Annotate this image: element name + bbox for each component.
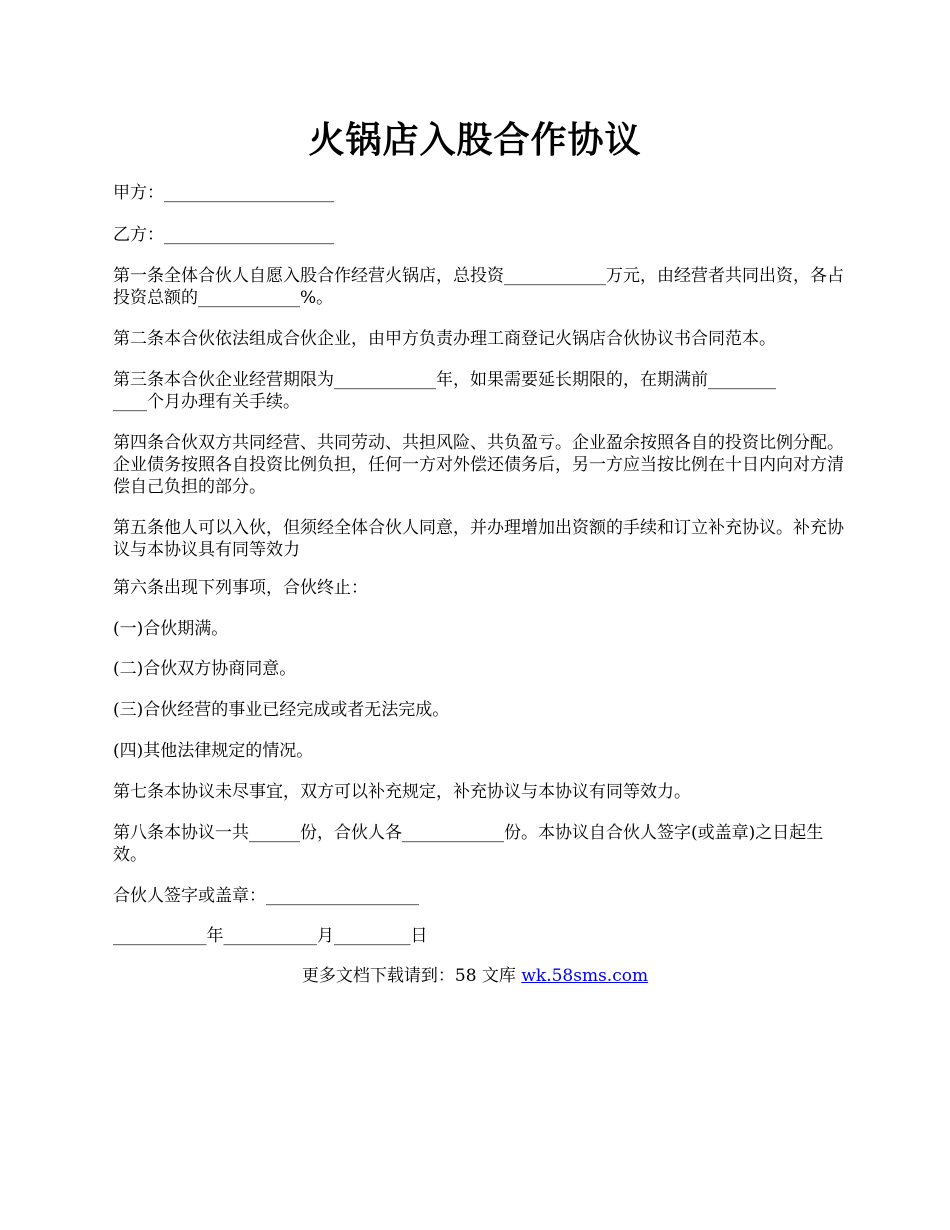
article-2: 第二条本合伙依法组成合伙企业，由甲方负责办理工商登记火锅店合伙协议书合同范本。: [113, 329, 776, 349]
article-5: 第五条他人可以入伙，但须经全体合伙人同意，并办理增加出资额的手续和订立补充协议。补充协议与本协议具有同等效力: [113, 518, 844, 560]
footer-text: 更多文档下载请到：58 文库: [301, 966, 522, 986]
clause-item-3: (三)合伙经营的事业已经完成或者无法完成。: [113, 700, 450, 720]
article-6: 第六条出现下列事项，合伙终止：: [113, 578, 368, 598]
article-3: 第三条本合伙企业经营期限为____________年，如果需要延长期限的，在期满前________ ____个月办理有关手续。: [113, 370, 776, 412]
footer: [0, 965, 950, 987]
article-1: 第一条全体合伙人自愿入股合作经营火锅店，总投资____________万元，由经营者共同出资，各占投资总额的____________%。: [113, 266, 844, 308]
article-8: 第八条本协议一共______份，合伙人各____________份。本协议自合伙人签字(或盖章)之日起生效。: [113, 823, 824, 865]
footer-link[interactable]: wk.58sms.com: [521, 966, 649, 986]
clause-item-4: (四)其他法律规定的情况。: [113, 741, 314, 761]
date-line: ___________年___________月_________日: [113, 926, 428, 946]
party-b-line: 乙方：____________________: [113, 225, 334, 245]
clause-item-1: (一)合伙期满。: [113, 619, 229, 639]
article-7: 第七条本协议未尽事宜，双方可以补充规定，补充协议与本协议有同等效力。: [113, 782, 691, 802]
document-title: 火锅店入股合作协议: [308, 120, 642, 161]
clause-item-2: (二)合伙双方协商同意。: [113, 659, 297, 679]
party-a-line: 甲方：____________________: [113, 183, 334, 203]
article-4: 第四条合伙双方共同经营、共同劳动、共担风险、共负盈亏。企业盈余按照各自的投资比例分配。企业债务按照各自投资比例负担，任何一方对外偿还债务后，另一方应当按比例在十日内向对方清偿自己负担的部分。: [113, 433, 844, 497]
signature-line: 合伙人签字或盖章：__________________: [113, 886, 419, 906]
